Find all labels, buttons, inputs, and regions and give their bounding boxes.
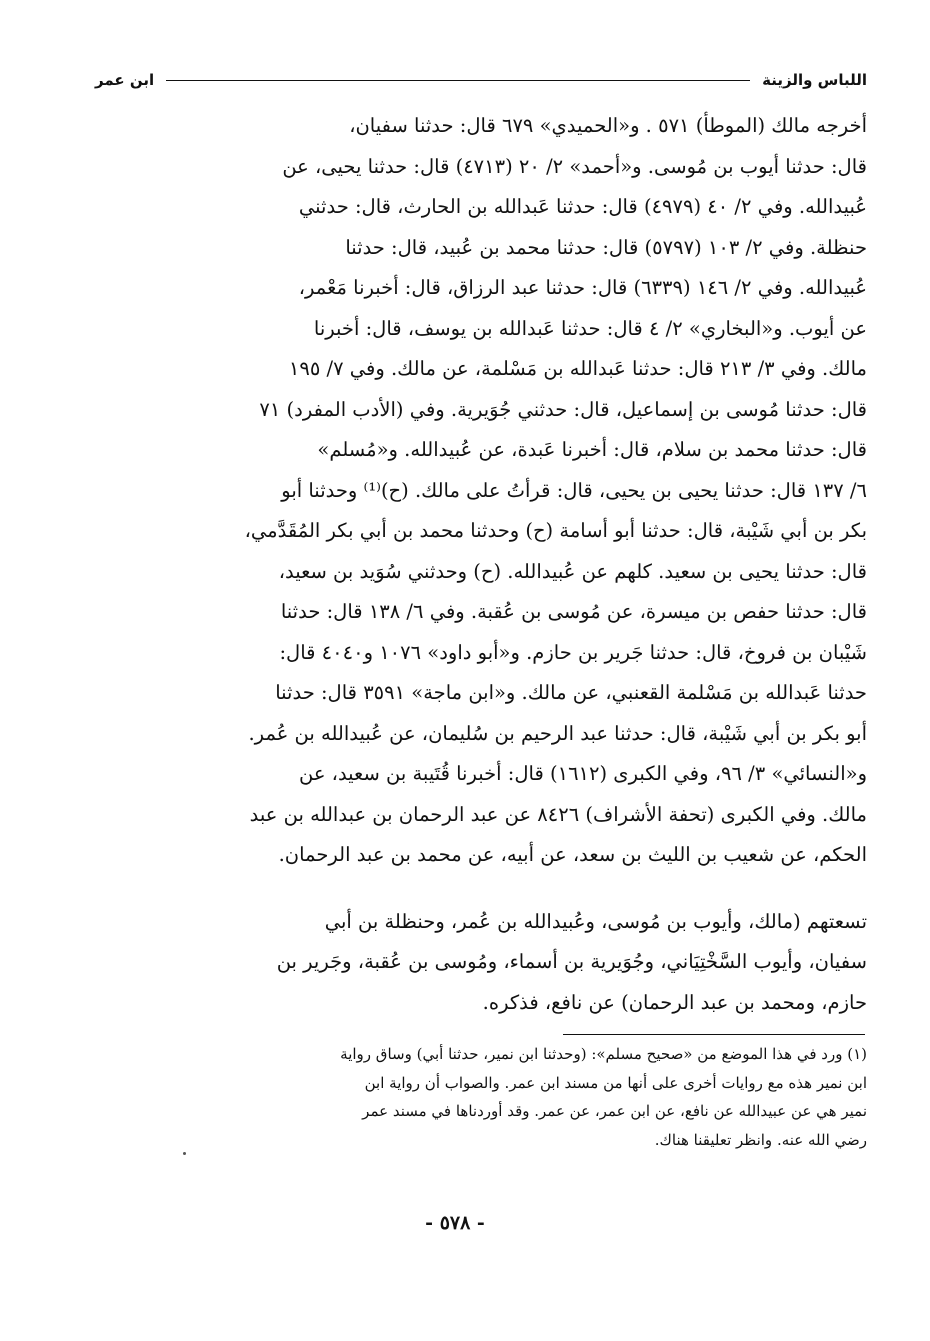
- text-line: مالك. وفي الكبرى (تحفة الأشراف) ٨٤٢٦ عن عبد الرحمان بن عبدالله بن عبد: [249, 802, 867, 826]
- text-line: ٦/ ١٣٧ قال: حدثنا يحيى بن يحيى، قال: قرأتُ على مالك. (ح)⁽¹⁾ وحدثنا أبو: [281, 478, 867, 502]
- footnote-line: (١) ورد في هذا الموضع من «صحيح مسلم»: (وحدثنا ابن نمير، حدثنا أبي) وساق رواية: [340, 1045, 867, 1063]
- paragraph-gap: [95, 876, 867, 902]
- text-line: قال: حدثنا أيوب بن مُوسى. و«أحمد» ٢/ ٢٠ (٤٧١٣) قال: حدثنا يحيى، عن: [282, 154, 867, 178]
- footnote-line: ابن نمير هذه مع روايات أخرى على أنها من مسند ابن عمر. والصواب أن رواية ابن: [364, 1073, 867, 1092]
- header-rule: [166, 80, 750, 81]
- footnote-line: رضي الله عنه. وانظر تعليقنا هناك.: [654, 1130, 867, 1149]
- text-line: حنظلة. وفي ٢/ ١٠٣ (٥٧٩٧) قال: حدثنا محمد بن عُبيد، قال: حدثنا: [345, 235, 867, 259]
- text-line: أخرجه مالك (الموطأ) ٥٧١ . و«الحميدي» ٦٧٩ قال: حدثنا سفيان،: [349, 114, 867, 137]
- main-text: [95, 106, 867, 1023]
- text-line: قال: حدثنا يحيى بن سعيد. كلهم عن عُبيدالله. (ح) وحدثني سُوَيد بن سعيد،: [278, 559, 867, 583]
- footnote-line: نمير هي عن عبيدالله عن نافع، عن ابن عمر، عن عمر. وقد أوردناها في مسند عمر: [362, 1102, 867, 1120]
- text-line: قال: حدثنا محمد بن سلام، قال: أخبرنا عَبدة، عن عُبيدالله. و«مُسلم»: [317, 438, 867, 461]
- text-line: عُبيدالله. وفي ٢/ ١٤٦ (٦٣٣٩) قال: حدثنا عبد الرزاق، قال: أخبرنا مَعْمر،: [298, 276, 867, 299]
- running-header: [95, 66, 867, 94]
- text-line: عن أيوب. و«البخاري» ٢/ ٤ قال: حدثنا عَبدالله بن يوسف، قال: أخبرنا: [313, 316, 867, 340]
- section-title: ابن عمر: [95, 71, 155, 89]
- chapter-title: اللباس والزينة: [762, 71, 867, 89]
- summary-line: تسعتهم (مالك، وأيوب بن مُوسى، وعُبيدالله بن عُمر، وحنظلة بن أبي: [324, 909, 867, 933]
- text-line: بكر بن أبي شَيْبة، قال: حدثنا أبو أسامة (ح) وحدثنا محمد بن أبي بكر المُقَدَّمي،: [244, 519, 867, 542]
- text-line: حدثنا عَبدالله بن مَسْلمة القعنبي، عن مالك. و«ابن ماجة» ٣٥٩١ قال: حدثنا: [275, 681, 867, 704]
- text-line: مالك. وفي ٣/ ٢١٣ قال: حدثنا عَبدالله بن مَسْلمة، عن مالك. وفي ٧/ ١٩٥: [288, 357, 867, 380]
- text-line: قال: حدثنا مُوسى بن إسماعيل، قال: حدثني جُوَيرية. وفي (الأدب المفرد) ٧١: [259, 397, 867, 421]
- text-line: أبو بكر بن أبي شَيْبة، قال: حدثنا عبد الرحيم بن سُليمان، عن عُبيدالله بن عُمر.: [248, 721, 867, 745]
- text-line: عُبيدالله. وفي ٢/ ٤٠ (٤٩٧٩) قال: حدثنا عَبدالله بن الحارث، قال: حدثني: [298, 195, 867, 218]
- text-line: قال: حدثنا حفص بن ميسرة، عن مُوسى بن عُقبة. وفي ٦/ ١٣٨ قال: حدثنا: [280, 600, 867, 623]
- text-line: و«النسائي» ٣/ ٩٦، وفي الكبرى (١٦١٢) قال: أخبرنا قُتَيبة بن سعيد، عن: [298, 762, 867, 785]
- text-line: الحكم، عن شعيب بن الليث بن سعد، عن أبيه، عن محمد بن عبد الرحمان.: [278, 843, 867, 866]
- summary-line: سفيان، وأيوب السَّخْتِيَاني، وجُوَيرية بن أسماء، ومُوسى بن عُقبة، وجَرير بن: [276, 950, 867, 973]
- scan-speck: [183, 1152, 186, 1155]
- footnote: [162, 1040, 867, 1154]
- summary-line: حازم، ومحمد بن عبد الرحمان) عن نافع، فذكره.: [482, 990, 867, 1014]
- text-line: شَيْبان بن فروخ، قال: حدثنا جَرير بن حازم. و«أبو داود» ١٠٧٦ و٤٠٤٠ قال:: [279, 640, 867, 664]
- page-number: - ٥٧٨ -: [425, 1212, 485, 1234]
- footnote-separator: [563, 1034, 865, 1035]
